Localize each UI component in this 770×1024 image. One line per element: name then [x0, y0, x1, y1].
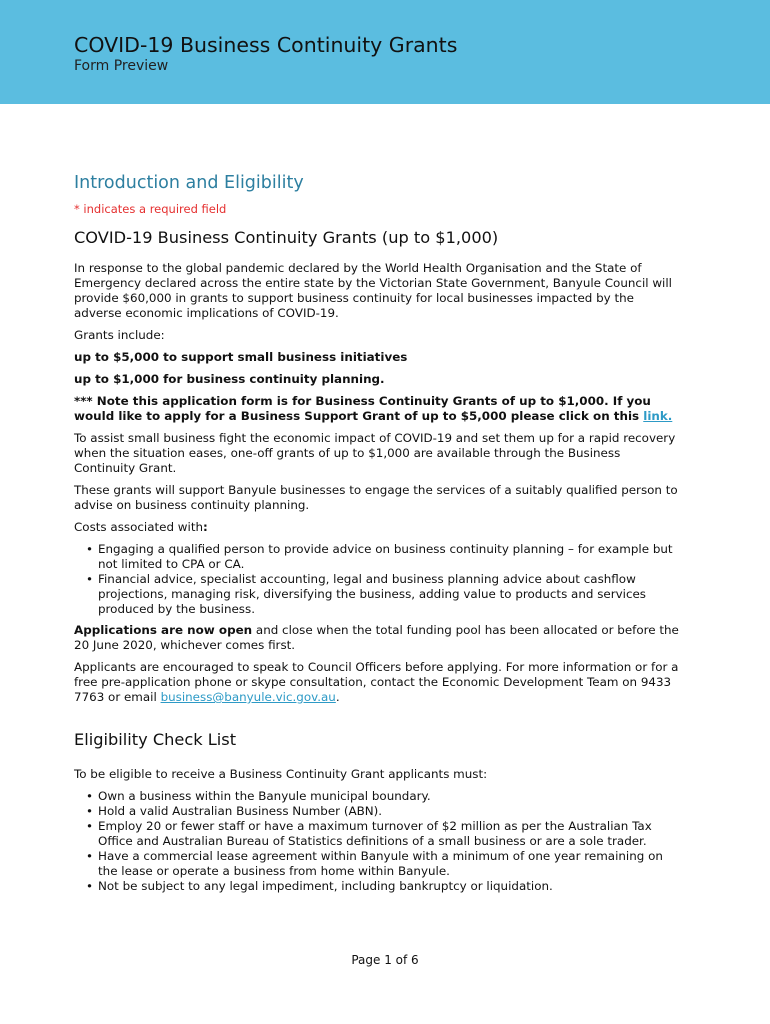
costs-label: Costs associated with — [74, 520, 204, 534]
eligibility-heading: Eligibility Check List — [74, 730, 237, 749]
assist-paragraph: To assist small business fight the economic impact of COVID-19 and set them up for a rapid recovery when the situation eases, one-off grants of up to $1,000 are available through the Business Continuity Grant. — [74, 431, 676, 475]
applications-open: Applications are now open — [74, 623, 253, 637]
business-support-grant-link[interactable]: link. — [643, 409, 673, 423]
intro-heading: COVID-19 Business Continuity Grants (up to $1,000) — [74, 228, 499, 247]
list-item: • Not be subject to any legal impediment, including bankruptcy or liquidation. — [86, 879, 680, 894]
page-number: Page 1 of 6 — [351, 953, 419, 967]
contact-text: Applicants are encouraged to speak to Council Officers before applying. For more information or for a free pre-application phone or skype consultation, contact the Economic Development Team on 9433 7763 or email — [74, 660, 679, 704]
list-item: • Own a business within the Banyule municipal boundary. — [86, 789, 680, 804]
list-item: • Engaging a qualified person to provide advice on business continuity planning – for example but not limited to CPA or CA. — [86, 542, 680, 572]
grant-item: up to $1,000 for business continuity planning. — [74, 372, 385, 386]
list-item: • Hold a valid Australian Business Number (ABN). — [86, 804, 680, 819]
list-item: • Employ 20 or fewer staff or have a maximum turnover of $2 million as per the Australian Tax Office and Australian Bureau of Statistics definitions of a small business or are a sole trader. — [86, 819, 680, 849]
grant-item: up to $5,000 to support small business initiatives — [74, 350, 408, 364]
note-text: *** Note this application form is for Business Continuity Grants of up to $1,000. If you would like to apply for a Business Support Grant of up to $5,000 please click on this — [74, 394, 651, 423]
contact-end: . — [335, 690, 340, 704]
costs-list — [74, 542, 680, 617]
grants-support-paragraph: These grants will support Banyule businesses to engage the services of a suitably qualified person to advise on business continuity planning. — [74, 483, 678, 512]
costs-colon: : — [203, 520, 208, 534]
form-content — [0, 104, 770, 894]
required-field-note: * indicates a required field — [74, 202, 227, 216]
grants-include-label: Grants include: — [74, 328, 165, 342]
section-title: Introduction and Eligibility — [74, 173, 304, 193]
form-title: COVID-19 Business Continuity Grants — [74, 33, 458, 57]
list-item: • Have a commercial lease agreement within Banyule with a minimum of one year remaining on the lease or operate a business from home within Banyule. — [86, 849, 680, 879]
applications-close-text: and close when the total funding pool has been allocated or before the 20 June 2020, whichever comes first. — [74, 623, 679, 652]
intro-paragraph: In response to the global pandemic declared by the World Health Organisation and the State of Emergency declared across the entire state by the Victorian State Government, Banyule Council will provide $60,000 in grants to support business continuity for local businesses impacted by the adverse economic implications of COVID-19. — [74, 261, 672, 320]
form-subtitle: Form Preview — [74, 58, 169, 74]
eligibility-lead: To be eligible to receive a Business Continuity Grant applicants must: — [74, 767, 488, 781]
list-item: • Financial advice, specialist accounting, legal and business planning advice about cashflow projections, managing risk, diversifying the business, adding value to products and services produced by the business. — [86, 572, 680, 617]
eligibility-list — [74, 789, 680, 894]
header-banner — [0, 0, 770, 104]
email-link[interactable]: business@banyule.vic.gov.au — [160, 690, 336, 704]
